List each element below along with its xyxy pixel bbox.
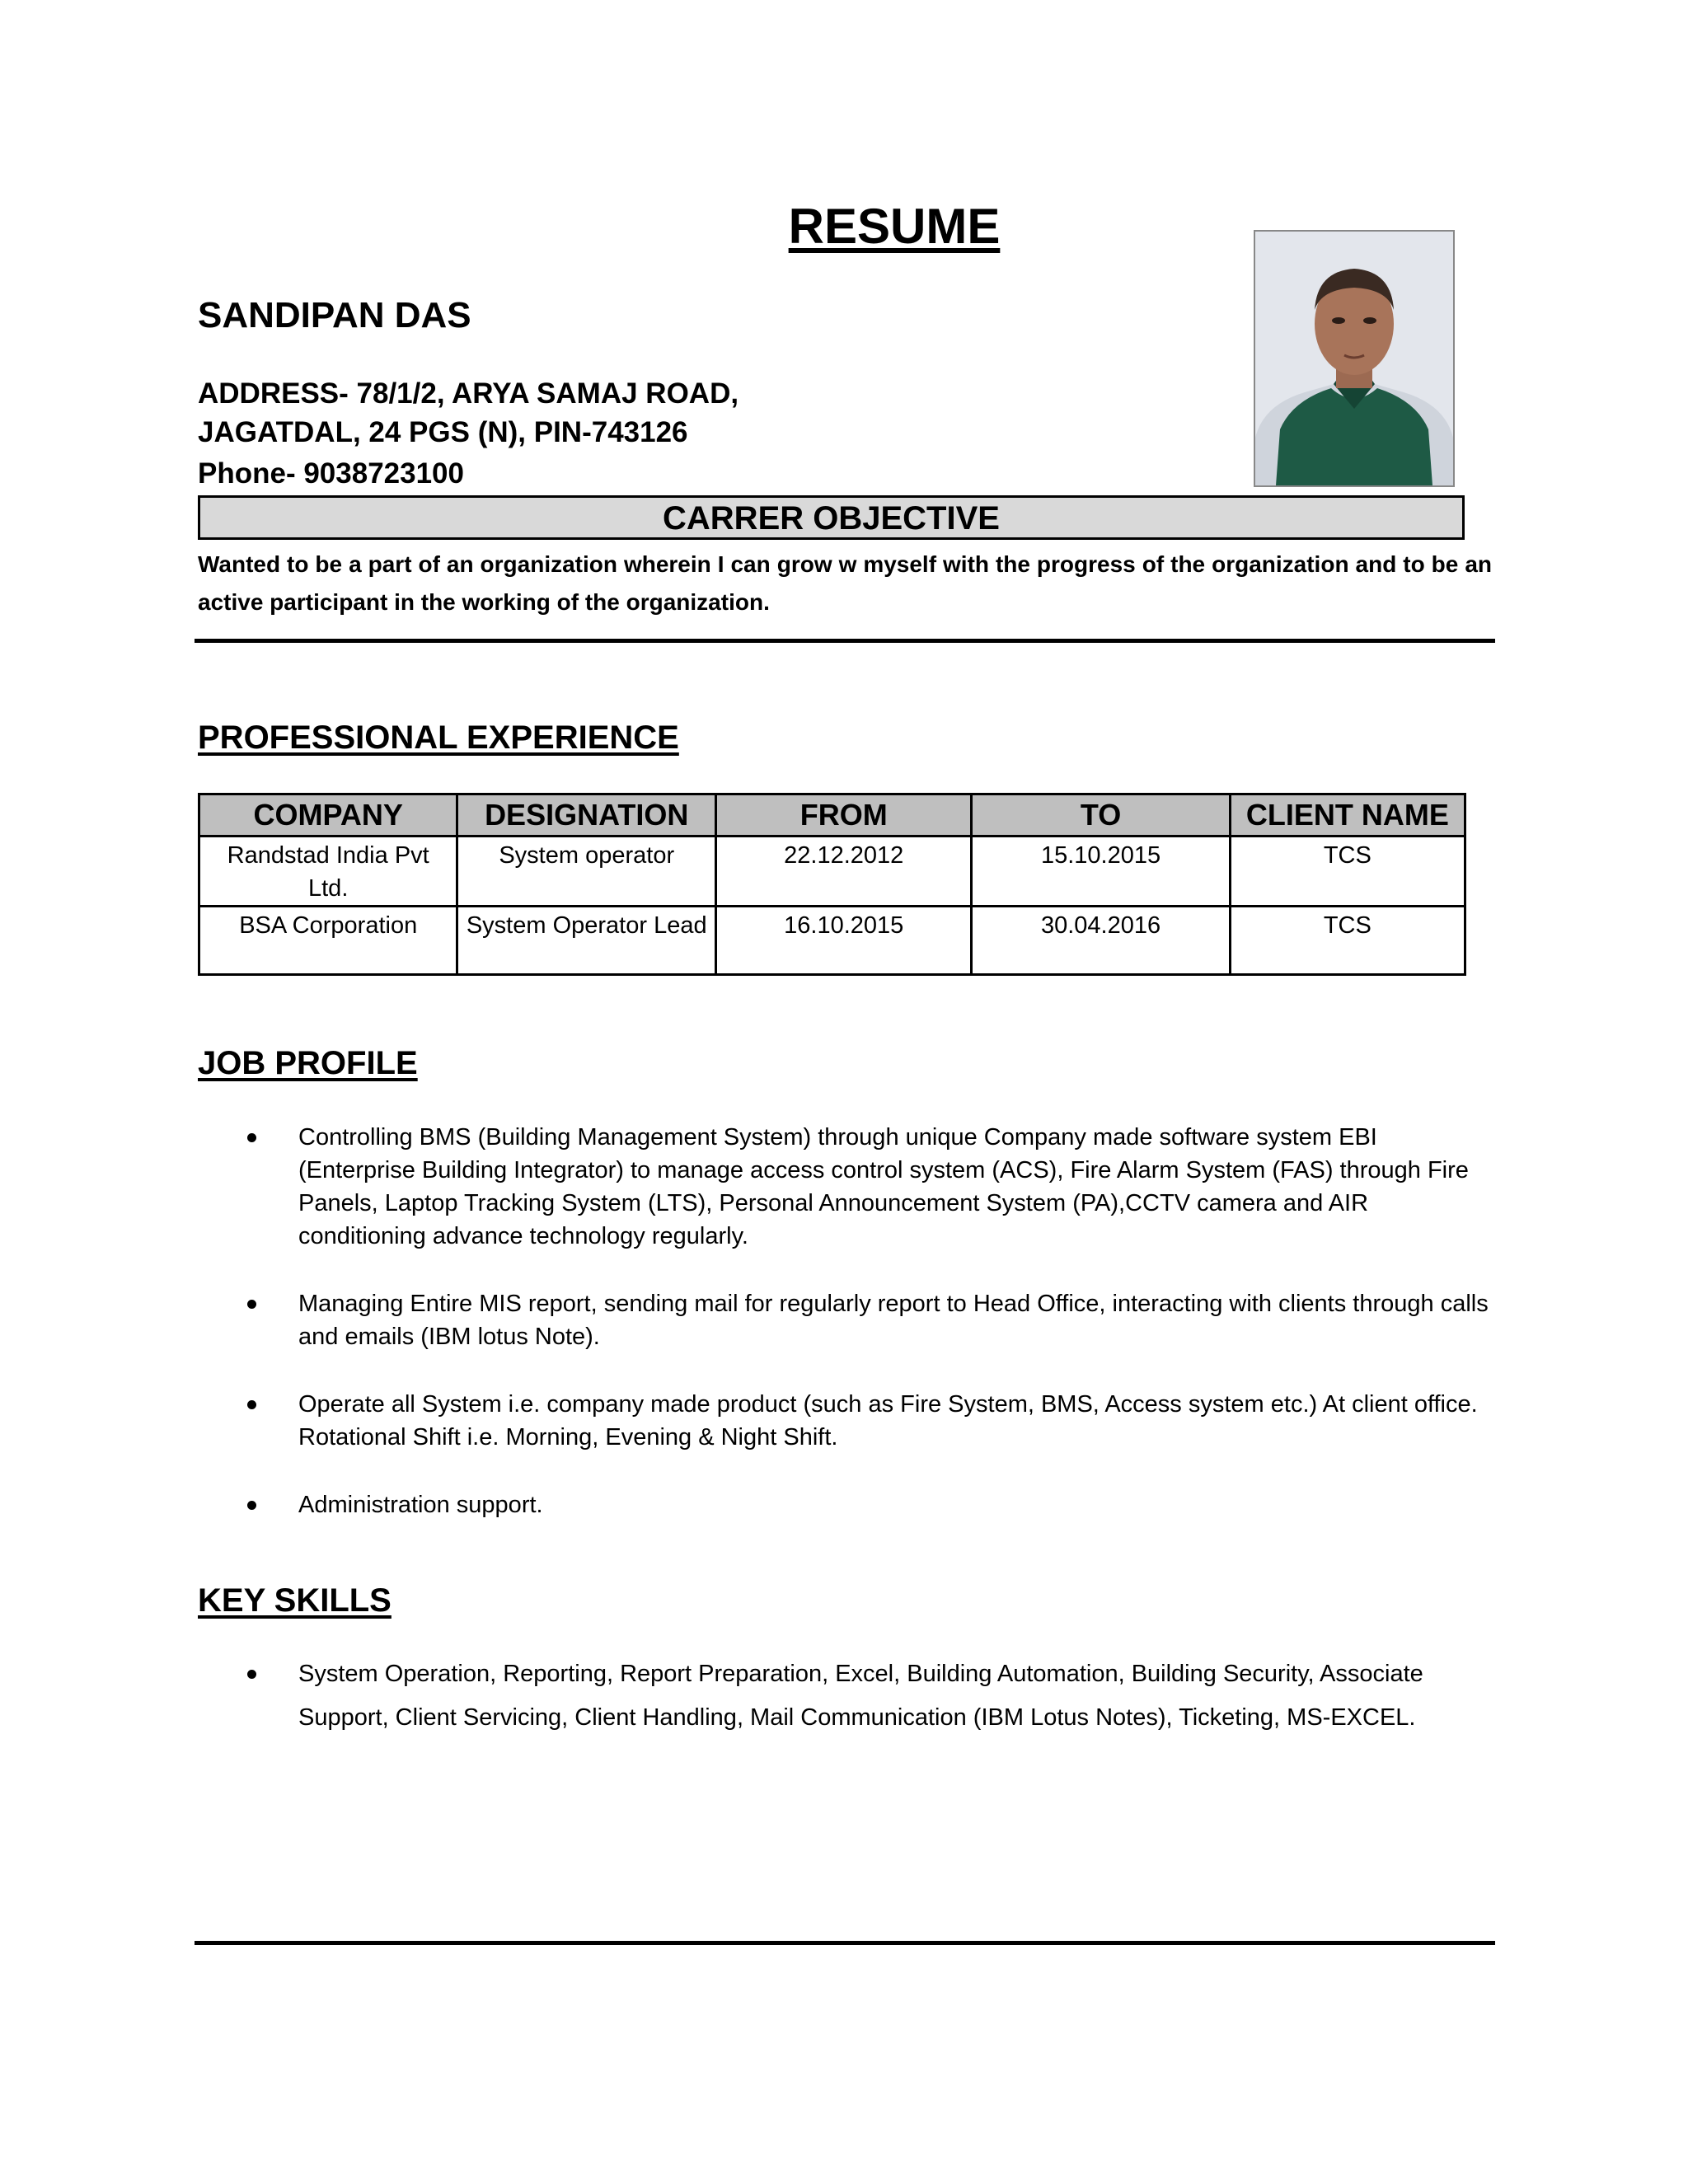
divider-bottom xyxy=(195,1941,1495,1945)
column-header: DESIGNATION xyxy=(457,794,716,837)
job-profile-heading: JOB PROFILE xyxy=(198,1045,418,1081)
job-profile-list xyxy=(247,1121,1492,1556)
table-row xyxy=(199,837,1465,907)
table-cell: BSA Corporation xyxy=(199,907,457,975)
person-photo-icon xyxy=(1255,232,1453,485)
table-cell: 15.10.2015 xyxy=(972,837,1230,907)
list-item-text: Managing Entire MIS report, sending mail for regularly report to Head Office, interacting with clients through calls and emails (IBM lotus Note). xyxy=(298,1291,1489,1350)
list-item-text: Operate all System i.e. company made product (such as Fire System, BMS, Access system etc.) At client office. Rotational Shift i.e. Morning, Evening & Night Shift. xyxy=(298,1391,1478,1451)
key-skills-list xyxy=(247,1652,1492,1774)
list-item xyxy=(247,1287,1492,1353)
career-objective-text: Wanted to be a part of an organization wherein I can grow w myself with the progress of the organization and to be an active participant in the working of the organization. xyxy=(198,551,1492,615)
table-cell: Randstad India Pvt Ltd. xyxy=(199,837,457,907)
column-header: CLIENT NAME xyxy=(1230,794,1465,837)
divider-top xyxy=(195,639,1495,643)
list-item xyxy=(247,1488,1492,1521)
table-cell: System Operator Lead xyxy=(457,907,716,975)
column-header: COMPANY xyxy=(199,794,457,837)
table-cell: System operator xyxy=(457,837,716,907)
table-cell: 30.04.2016 xyxy=(972,907,1230,975)
list-item-text: Administration support. xyxy=(298,1492,543,1518)
bullet-icon xyxy=(247,1670,256,1679)
table-cell: 16.10.2015 xyxy=(716,907,972,975)
list-item xyxy=(247,1121,1492,1253)
table-row xyxy=(199,907,1465,975)
list-item-text: Controlling BMS (Building Management System) through unique Company made software system EBI (Enterprise Building Integrator) to manage access control system (ACS), Fire Alarm System (FAS) through Fire Panels, Laptop Tracking System (LTS), Personal Announcement System (PA),CCTV camera and AIR conditioning advance technology regularly. xyxy=(298,1124,1469,1249)
table-cell: TCS xyxy=(1230,907,1465,975)
bullet-icon xyxy=(247,1400,256,1409)
list-item-text: System Operation, Reporting, Report Preparation, Excel, Building Automation, Building Security, Associate Support, Client Servicing, Client Handling, Mail Communication (IBM Lotus Notes), Ticketing, MS-EXCEL. xyxy=(298,1661,1423,1731)
table-header-row xyxy=(199,794,1465,837)
address-line-1: ADDRESS- 78/1/2, ARYA SAMAJ ROAD, xyxy=(198,377,739,410)
phone: Phone- 9038723100 xyxy=(198,457,464,490)
experience-table xyxy=(198,793,1466,976)
key-skills-heading: KEY SKILLS xyxy=(198,1582,392,1619)
column-header: TO xyxy=(972,794,1230,837)
column-header: FROM xyxy=(716,794,972,837)
bullet-icon xyxy=(247,1133,256,1142)
profile-photo xyxy=(1254,230,1455,487)
bullet-icon xyxy=(247,1501,256,1510)
list-item xyxy=(247,1388,1492,1454)
address-line-2: JAGATDAL, 24 PGS (N), PIN-743126 xyxy=(198,416,688,448)
table-cell: 22.12.2012 xyxy=(716,837,972,907)
career-objective-heading: CARRER OBJECTIVE xyxy=(198,495,1465,540)
table-cell: TCS xyxy=(1230,837,1465,907)
page-title: RESUME xyxy=(788,199,1001,254)
bullet-icon xyxy=(247,1300,256,1309)
candidate-name: SANDIPAN DAS xyxy=(198,295,471,335)
list-item xyxy=(247,1652,1492,1740)
experience-heading: PROFESSIONAL EXPERIENCE xyxy=(198,719,679,756)
